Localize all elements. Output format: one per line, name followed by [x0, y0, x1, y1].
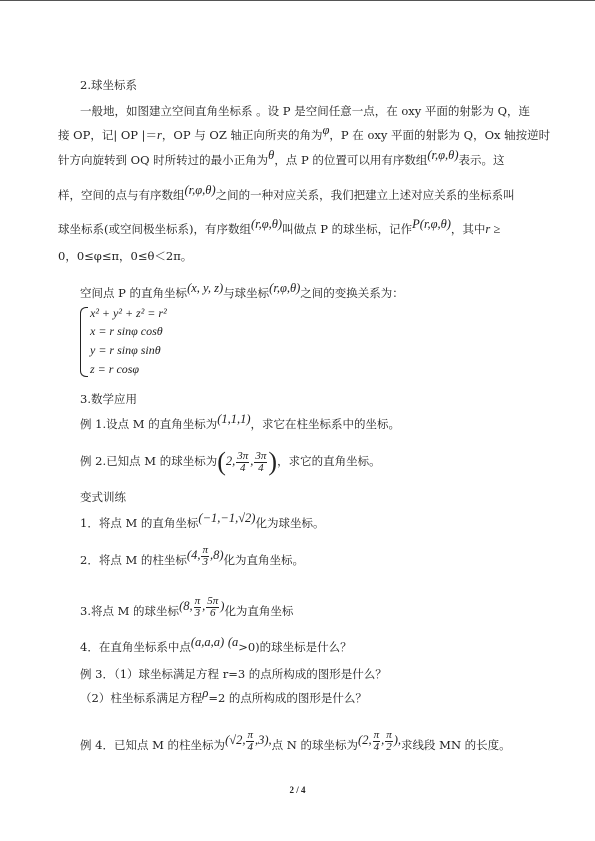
math-comma: ,	[381, 733, 385, 747]
math-coord: ,8)	[209, 548, 224, 562]
math-comma: ,	[250, 454, 254, 468]
fraction-denominator: 3	[194, 606, 201, 619]
fraction-5pi-6	[206, 596, 219, 619]
math-coords: (−1,−1,√2)	[198, 511, 256, 525]
text-segment: 求线段 MN 的长度。	[401, 738, 511, 752]
text-segment: 化为直角坐标。	[223, 553, 305, 567]
fraction-denominator: 3	[202, 555, 208, 568]
fraction-denominator: 2	[386, 740, 392, 753]
math-r-ge: r ≥	[485, 222, 501, 236]
math-coord: ,3),	[254, 733, 272, 747]
text-segment: >0)的球坐标是什么？	[238, 640, 352, 654]
math-tuple: (r,φ,θ)	[184, 183, 216, 197]
text-segment: 之间的变换关系为：	[300, 286, 404, 300]
math-coord: (8,	[179, 599, 193, 613]
section-title-applications: 3.数学应用	[80, 392, 137, 406]
example-3-part-2	[80, 686, 367, 706]
math-comma: ,	[202, 599, 206, 613]
text-segment: 化为球坐标。	[255, 516, 325, 530]
fraction-denominator: 4	[240, 461, 246, 474]
paragraph-line-3	[58, 148, 505, 168]
fraction-pi-3	[194, 596, 202, 619]
fraction-numerator: π	[386, 728, 392, 741]
paragraph-line-4	[58, 183, 515, 203]
text-segment: 1．将点 M 的直角坐标	[80, 516, 199, 530]
text-segment: 点 N 的球坐标为	[271, 738, 359, 752]
math-paren: )	[220, 599, 225, 613]
math-tuple: (r,φ,θ)	[250, 217, 283, 231]
text-segment: 例 2.已知点 M 的球坐标为	[80, 454, 218, 468]
text-segment: ，求它在柱坐标系中的坐标。	[250, 417, 401, 431]
text-segment: 球坐标系(或空间极坐标系)，有序数组	[58, 222, 251, 236]
paren-close: )	[268, 447, 278, 476]
page-number: 2 / 4	[289, 785, 306, 795]
fraction-numerator: π	[194, 594, 201, 607]
fraction-denominator: 4	[258, 461, 264, 474]
variant-4	[80, 635, 352, 655]
example-3-part-1: 例 3．（1）球坐标满足方程 r=3 的点所构成的图形是什么？	[80, 667, 387, 681]
section-title-spherical: 2.球坐标系	[80, 78, 137, 92]
math-theta: θ	[268, 148, 275, 162]
fraction-denominator: 4	[247, 740, 253, 753]
fraction-denominator: 6	[210, 606, 216, 619]
fraction-numerator: 3π	[237, 449, 249, 462]
text-segment: 表示。这	[458, 153, 505, 167]
example-4	[80, 730, 511, 760]
fraction-3pi-4	[236, 451, 249, 474]
text-segment: ，求它的直角坐标。	[277, 454, 381, 468]
equation-system	[80, 307, 200, 377]
text-segment: 2．将点 M 的柱坐标	[80, 553, 187, 567]
math-r: r	[157, 128, 162, 142]
math-coord: (2,	[358, 733, 372, 747]
fraction-3pi-4	[254, 451, 267, 474]
variant-3	[80, 596, 293, 626]
paragraph-line-5	[58, 217, 501, 237]
text-segment: 3.将点 M 的球坐标	[80, 604, 180, 618]
example-1	[80, 412, 401, 432]
paragraph-line-2	[58, 123, 551, 143]
paren-open: (	[217, 447, 226, 476]
math-xyz: (x, y, z)	[187, 281, 224, 295]
equation-row-2: x = r sinφ cosθ	[90, 324, 163, 338]
fraction-pi-4	[373, 730, 381, 753]
math-rho: ρ	[202, 686, 209, 700]
fraction-numerator: π	[202, 543, 208, 556]
text-segment: 样，空间的点与有序数组	[58, 188, 185, 202]
text-segment: 叫做点 P 的球坐标，记作	[282, 222, 413, 236]
math-tuple: (r,φ,θ)	[427, 148, 459, 162]
fraction-numerator: 3π	[255, 449, 267, 462]
text-segment: 针方向旋转到 OQ 时所转过的最小正角为	[58, 153, 269, 167]
fraction-pi-3	[201, 545, 209, 568]
left-brace	[80, 307, 88, 377]
equation-row-4: z = r cosφ	[90, 362, 140, 376]
math-coord: (4,	[186, 548, 201, 562]
text-segment: =2 的点所构成的图形是什么？	[208, 691, 367, 705]
math-phi: φ	[322, 123, 330, 137]
text-segment: ，OP 与 OZ 轴正向所夹的角为	[161, 128, 323, 142]
text-segment: 4．在直角坐标系中点	[80, 640, 191, 654]
text-segment: 之间的一种对应关系，我们把建立上述对应关系的坐标系叫	[215, 188, 515, 202]
text-segment: 例 4．已知点 M 的柱坐标为	[80, 738, 226, 752]
fraction-numerator: π	[247, 728, 253, 741]
math-coord: (√2,	[225, 733, 246, 747]
math-P-tuple: P(r,φ,θ)	[412, 217, 451, 231]
math-tuple: (r,φ,θ)	[269, 281, 301, 295]
text-segment: （2）柱坐标系满足方程	[80, 691, 203, 705]
variant-1	[80, 511, 325, 531]
fraction-denominator: 4	[373, 740, 380, 753]
math-coords: (1,1,1)	[217, 412, 251, 426]
math-a: (a	[227, 635, 239, 649]
equation-row-3: y = r sinφ sinθ	[90, 343, 161, 357]
variant-2	[80, 545, 304, 575]
variant-title: 变式训练	[80, 490, 126, 504]
text-segment: 接 OP，记| OP |＝	[58, 128, 158, 142]
text-segment: 空间点 P 的直角坐标	[80, 286, 188, 300]
fraction-numerator: π	[373, 728, 380, 741]
text-segment: ，P 在 oxy 平面的射影为 Q，Ox 轴按逆时	[329, 128, 551, 142]
example-2	[80, 446, 381, 476]
fraction-pi-4	[246, 730, 254, 753]
page-top-rule	[0, 0, 595, 1]
text-segment: 与球坐标	[223, 286, 270, 300]
math-coord: 2,	[225, 454, 236, 468]
math-aaa: (a,a,a)	[190, 635, 225, 649]
paragraph-line-6: 0，0≤φ≤π，0≤θ＜2π。	[58, 249, 193, 263]
fraction-numerator: 5π	[207, 594, 219, 607]
fraction-pi-2	[385, 730, 393, 753]
equation-row-1: x² + y² + z² = r²	[90, 306, 167, 320]
transform-intro	[80, 281, 404, 301]
text-segment: ，其中	[450, 222, 486, 236]
paragraph-line-1: 一般地，如图建立空间直角坐标系 。设 P 是空间任意一点，在 oxy 平面的射影为 Q，连	[80, 104, 531, 118]
text-segment: 化为直角坐标	[224, 604, 294, 618]
text-segment: 例 1.设点 M 的直角坐标为	[80, 417, 218, 431]
text-segment: ，点 P 的位置可以用有序数组	[274, 153, 428, 167]
math-coord: ),	[393, 733, 402, 747]
